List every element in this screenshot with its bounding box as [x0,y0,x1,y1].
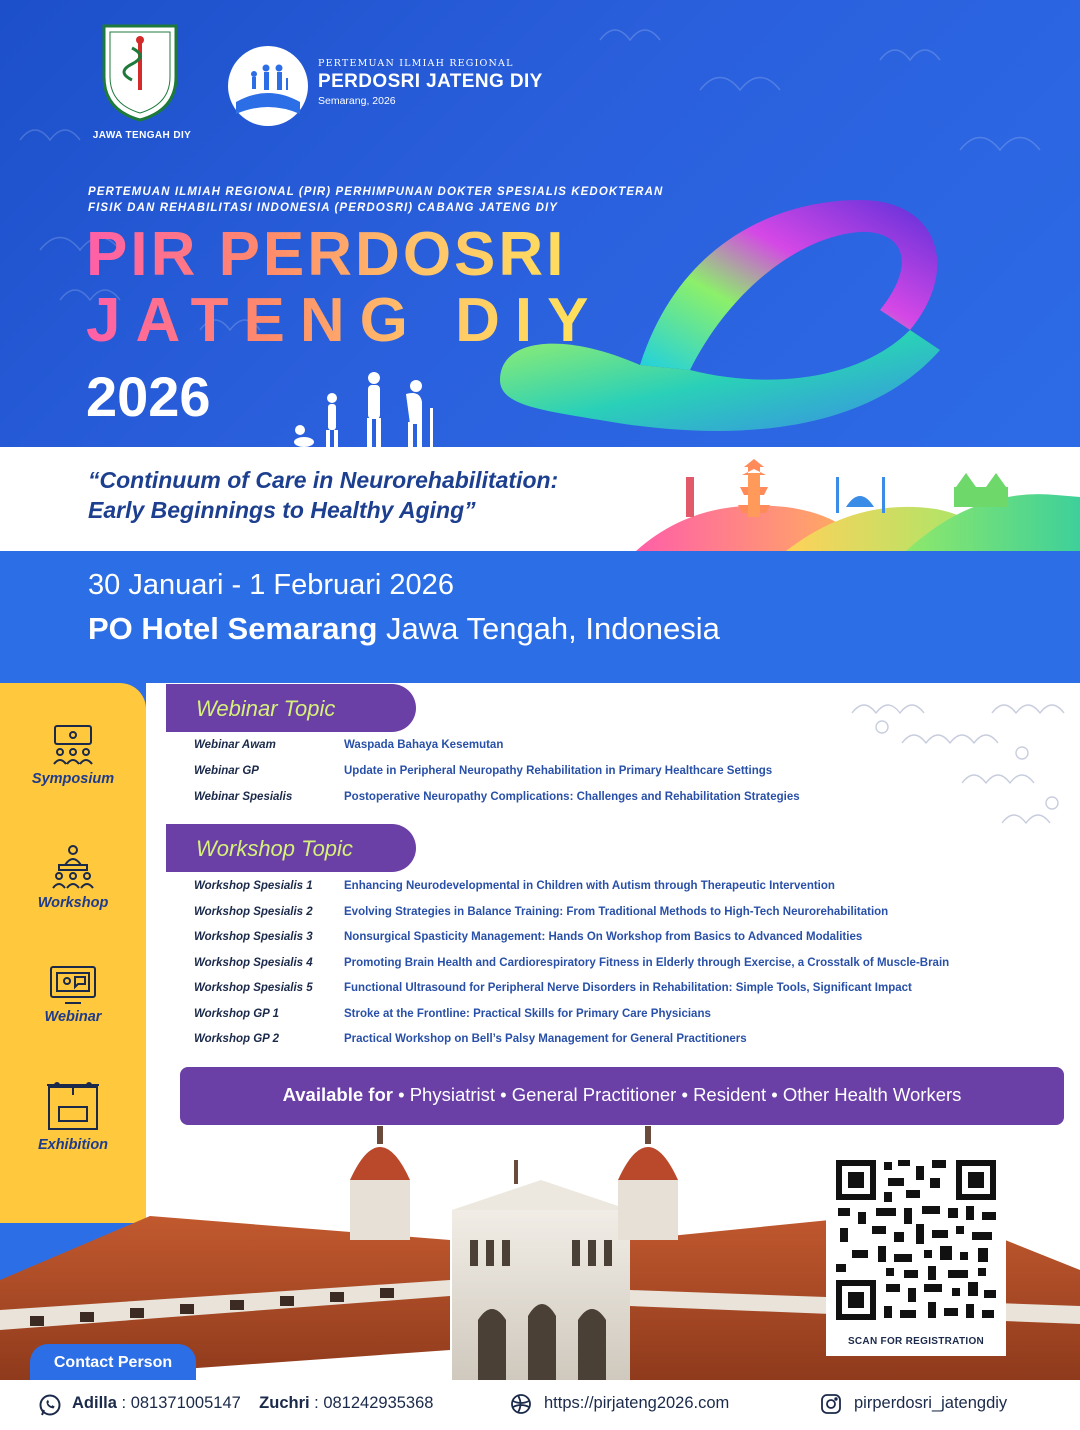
workshop-row-key: Workshop Spesialis 5 [194,982,313,994]
sidebar-item-symposium [0,723,146,787]
venue-name: PO Hotel Semarang [88,611,378,646]
theme-line2: Early Beginnings to Healthy Aging” [88,497,476,523]
workshop-row-key: Workshop Spesialis 1 [194,880,313,892]
workshop-row-key: Workshop GP 1 [194,1008,279,1020]
sidebar-label-webinar: Webinar [44,1009,102,1025]
org-caption: JAWA TENGAH DIY [92,130,192,141]
intro-line-1: PERTEMUAN ILMIAH REGIONAL (PIR) PERHIMPUNAN DOKTER SPESIALIS KEDOKTERAN [88,186,664,198]
contact-phones-text [72,1394,433,1413]
landmarks-graphic [636,447,1080,551]
webinar-row-value: Postoperative Neuropathy Complications: Challenges and Rehabilitation Strategies [344,791,800,803]
qr-caption: SCAN FOR REGISTRATION [847,1336,985,1347]
human-evolution-icon [288,368,448,450]
perdosri-logo [100,22,180,122]
workshop-row-key: Workshop Spesialis 4 [194,957,313,969]
whatsapp-icon [38,1393,62,1417]
workshop-row-key: Workshop Spesialis 2 [194,906,313,918]
contact-person2-phone[interactable]: : 081242935368 [309,1394,434,1412]
theme-line1: “Continuum of Care in Neurorehabilitation: [88,467,559,493]
contact-person1-name: Adilla [72,1394,117,1412]
webinar-row-value: Waspada Bahaya Kesemutan [344,739,504,751]
qr-code-icon [832,1156,1000,1324]
workshop-row-value: Practical Workshop on Bell’s Palsy Management for General Practitioners [344,1033,747,1045]
workshop-topic-heading: Workshop Topic [166,824,416,872]
instagram-handle[interactable]: pirperdosri_jatengdiy [854,1394,1008,1412]
webinar-row-key: Webinar Spesialis [194,791,293,803]
workshop-row-value: Stroke at the Frontline: Practical Skills for Primary Care Physicians [344,1008,711,1020]
cloud-ornament [842,683,1080,843]
website-link[interactable]: https://pirjateng2026.com [544,1394,730,1412]
workshop-row-value: Promoting Brain Health and Cardiorespiratory Fitness in Elderly through Exercise, a Crosstalk of Muscle-Brain [344,957,950,969]
event-logo-text [318,58,543,107]
workshop-row-key: Workshop GP 2 [194,1033,279,1045]
workshop-row-value: Nonsurgical Spasticity Management: Hands On Workshop from Basics to Advanced Modalities [344,931,863,943]
header-banner [0,0,1080,450]
event-logo-line1: PERTEMUAN ILMIAH REGIONAL [318,58,514,69]
venue-location: Jawa Tengah, Indonesia [377,611,720,646]
theme-quote [88,465,558,525]
event-logo-line2: PERDOSRI JATENG DIY [318,71,543,92]
sidebar-item-webinar [0,965,146,1025]
workshop-row-value: Functional Ultrasound for Peripheral Nerve Disorders in Rehabilitation: Simple Tools, Significant Impact [344,982,912,994]
registration-qr[interactable] [826,1150,1006,1356]
event-logo [226,44,310,128]
sidebar-item-workshop [0,843,146,911]
event-year: 2026 [86,365,211,428]
contact-person2-name: Zuchri [259,1394,310,1412]
audience-banner [180,1067,1064,1125]
webinar-row-key: Webinar GP [194,765,259,777]
sidebar-label-symposium: Symposium [31,771,115,787]
workshop-row-key: Workshop Spesialis 3 [194,931,313,943]
symposium-icon [51,723,95,767]
audience-lead: Available for [282,1084,393,1105]
sidebar-label-workshop: Workshop [37,895,109,911]
audience-list: • Physiatrist • General Practitioner • Resident • Other Health Workers [392,1084,962,1105]
webinar-topic-heading: Webinar Topic [166,684,416,732]
theme-strip [0,447,1080,551]
event-venue-line [88,611,720,647]
event-date: 30 Januari - 1 Februari 2026 [88,569,454,601]
webinar-row-key: Webinar Awam [194,739,276,751]
event-logo-line3: Semarang, 2026 [318,95,396,107]
sidebar-label-exhibition: Exhibition [37,1137,109,1153]
intro-line-2: FISIK DAN REHABILITASI INDONESIA (PERDOSRI) CABANG JATENG DIY [88,202,559,214]
globe-icon [510,1393,532,1415]
event-title-line2: JATENG DIY [86,286,604,355]
contact-person1-phone[interactable]: : 081371005147 [116,1394,241,1412]
instagram-icon [820,1393,842,1415]
contact-person-tab: Contact Person [30,1344,196,1382]
date-venue-band [0,551,1080,683]
workshop-row-value: Enhancing Neurodevelopmental in Children with Autism through Therapeutic Intervention [344,880,835,892]
event-title-line1: PIR PERDOSRI [86,220,567,289]
webinar-row-value: Update in Peripheral Neuropathy Rehabilitation in Primary Healthcare Settings [344,765,773,777]
workshop-icon [49,843,97,891]
contact-footer [0,1380,1080,1430]
workshop-row-value: Evolving Strategies in Balance Training: From Traditional Methods to High-Tech Neurorehabilitation [344,906,889,918]
ribbon-graphic [440,180,1080,450]
webinar-icon [49,965,97,1005]
